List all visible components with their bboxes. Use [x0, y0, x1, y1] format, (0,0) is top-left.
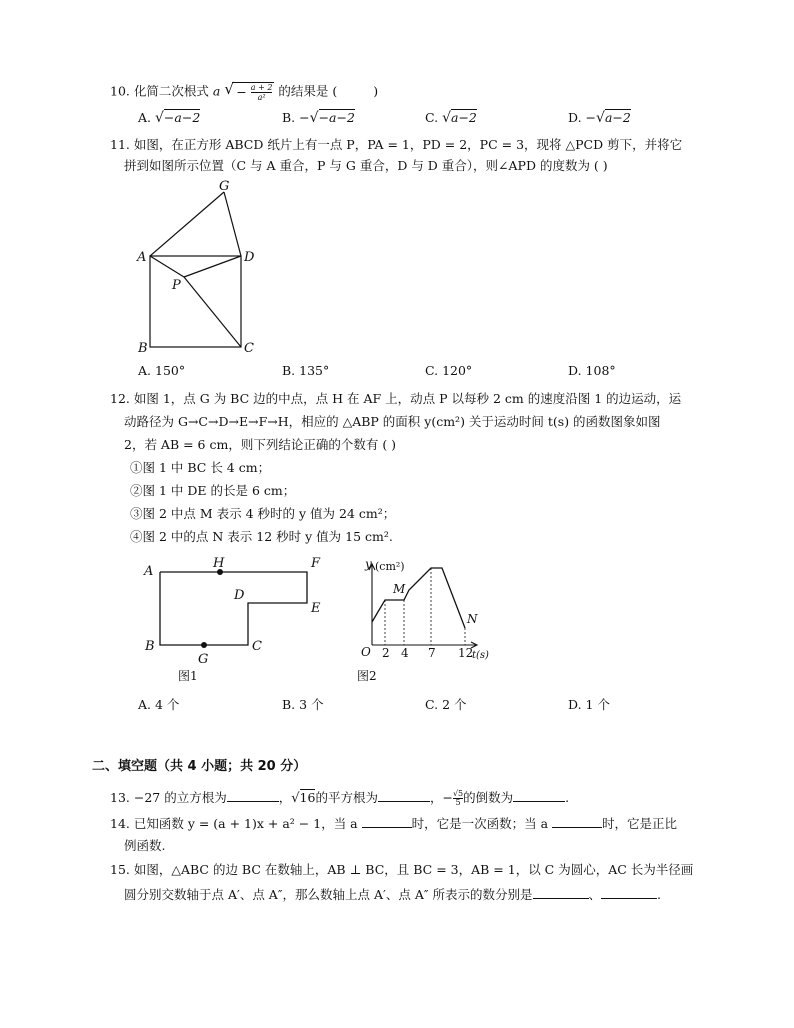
label-c: C — [244, 341, 254, 356]
fig2-t-label: t(s) — [472, 650, 489, 661]
fig1-label-f: F — [311, 556, 321, 571]
q10-option-d[interactable]: D. −√a−2 — [568, 110, 631, 126]
fig1-label-c: C — [252, 639, 262, 654]
q10-radical: √ − $\frac{a + 2}{\text{a²}}$ — [224, 80, 273, 102]
q13-blank-1[interactable] — [227, 789, 279, 802]
label-p: P — [172, 278, 181, 293]
label-d: D — [244, 250, 255, 265]
q12-statement-1: ①图 1 中 BC 长 4 cm； — [130, 460, 271, 475]
segment-ag — [150, 192, 224, 256]
q14-blank-1[interactable] — [362, 815, 412, 828]
label-a: A — [137, 250, 147, 265]
label-g: G — [219, 179, 230, 194]
q12-stem-line3: 2，若 AB = 6 cm，则下列结论正确的个数有 ( ) — [124, 437, 397, 452]
q12-option-d[interactable]: D. 1 个 — [568, 697, 610, 712]
fig2-graph — [372, 568, 465, 628]
q11-option-d[interactable]: D. 108° — [568, 363, 616, 378]
q11-option-c[interactable]: C. 120° — [425, 363, 473, 378]
q14-blank-2[interactable] — [552, 815, 602, 828]
fig1-label-h: H — [213, 556, 225, 571]
q12-option-c[interactable]: C. 2 个 — [425, 697, 467, 712]
segment-pd — [184, 256, 241, 277]
fig1-caption: 图1 — [178, 669, 198, 683]
q11-stem-line2: 拼到如图所示位置（C 与 A 重合，P 与 G 重合，D 与 D 重合），则∠APD 的度数为 ( ) — [124, 158, 608, 173]
fig1-label-b: B — [145, 639, 155, 654]
q10-frac-den: a² — [257, 93, 266, 102]
q12-statement-2: ②图 1 中 DE 的长是 6 cm； — [130, 483, 296, 498]
q14-line2: 例函数. — [124, 838, 166, 853]
q11-figure — [130, 178, 270, 358]
q13-blank-3[interactable] — [513, 789, 565, 802]
fig2-caption: 图2 — [357, 669, 377, 683]
square-abcd — [150, 256, 241, 347]
q10-stem: 10. 化简二次根式 a √ − $\frac{a + 2}{\text{a²}}$ 的结果是 ( ) — [110, 80, 379, 102]
fig2-tick-12: 12 — [458, 646, 474, 660]
q12-figure1 — [140, 555, 340, 685]
q10-frac-num: a + 2 — [250, 83, 273, 92]
q14-line1: 14. 已知函数 y = (a + 1)x + a² − 1，当 a 时，它是一次函数；当 a 时，它是正比 — [110, 816, 678, 831]
section2-title: 二、填空题（共 4 小题；共 20 分） — [92, 759, 307, 774]
q15-line1: 15. 如图，△ABC 的边 BC 在数轴上，AB ⊥ BC，且 BC = 3，AB = 1，以 C 为圆心，AC 长为半径画 — [110, 862, 694, 877]
q11-option-b[interactable]: B. 135° — [282, 363, 330, 378]
point-g — [201, 642, 207, 648]
fig1-label-d: D — [234, 588, 245, 603]
segment-gd — [224, 192, 241, 256]
q12-figure2 — [352, 555, 502, 685]
q12-option-b[interactable]: B. 3 个 — [282, 697, 324, 712]
q12-statement-3: ③图 2 中点 M 表示 4 秒时的 y 值为 24 cm²； — [130, 506, 396, 521]
fig2-y-label: y — [365, 557, 372, 571]
q12-option-a[interactable]: A. 4 个 — [138, 697, 180, 712]
q10-option-b[interactable]: B. −√−a−2 — [282, 110, 355, 126]
fig2-tick-7: 7 — [428, 646, 436, 660]
label-b: B — [138, 341, 148, 356]
q10-option-a[interactable]: A. √−a−2 — [138, 110, 201, 126]
fig1-label-e: E — [311, 601, 321, 616]
segment-ap — [150, 256, 184, 277]
q15-line2: 圆分别交数轴于点 A′、点 A″，那么数轴上点 A′、点 A″ 所表示的数分别是 、 . — [124, 887, 661, 902]
segment-pc — [184, 277, 241, 347]
q13-line: 13. −27 的立方根为 ，√16的平方根为 ，− $\frac{√5}{5}$ 的倒数为 . — [110, 789, 570, 807]
q12-stem-line1: 12. 如图 1，点 G 为 BC 边的中点，点 H 在 AF 上，动点 P 以每秒 2 cm 的速度沿图 1 的边运动，运 — [110, 391, 682, 406]
q15-blank-2[interactable] — [601, 886, 657, 899]
q11-option-a[interactable]: A. 150° — [138, 363, 186, 378]
fig2-tick-4: 4 — [401, 646, 409, 660]
fig2-label-m: M — [393, 582, 406, 596]
fig2-tick-2: 2 — [382, 646, 390, 660]
q10-option-c[interactable]: C. √a−2 — [425, 110, 477, 126]
figure1-outline — [160, 572, 307, 645]
q11-stem-line1: 11. 如图，在正方形 ABCD 纸片上有一点 P，PA = 1，PD = 2，PC = 3，现将 △PCD 剪下，并将它 — [110, 137, 683, 152]
fig2-label-o: O — [361, 645, 371, 659]
q12-stem-line2: 动路径为 G→C→D→E→F→H，相应的 △ABP 的面积 y(cm²) 关于运动时间 t(s) 的函数图象如图 — [124, 414, 661, 429]
q12-statement-4: ④图 2 中的点 N 表示 12 秒时 y 值为 15 cm². — [130, 529, 393, 544]
fig2-label-n: N — [467, 612, 478, 626]
fig1-label-a: A — [144, 564, 154, 579]
fig2-unit: (cm²) — [375, 560, 405, 573]
q13-blank-2[interactable] — [378, 789, 430, 802]
q15-blank-1[interactable] — [533, 886, 589, 899]
fig1-label-g: G — [198, 652, 209, 667]
